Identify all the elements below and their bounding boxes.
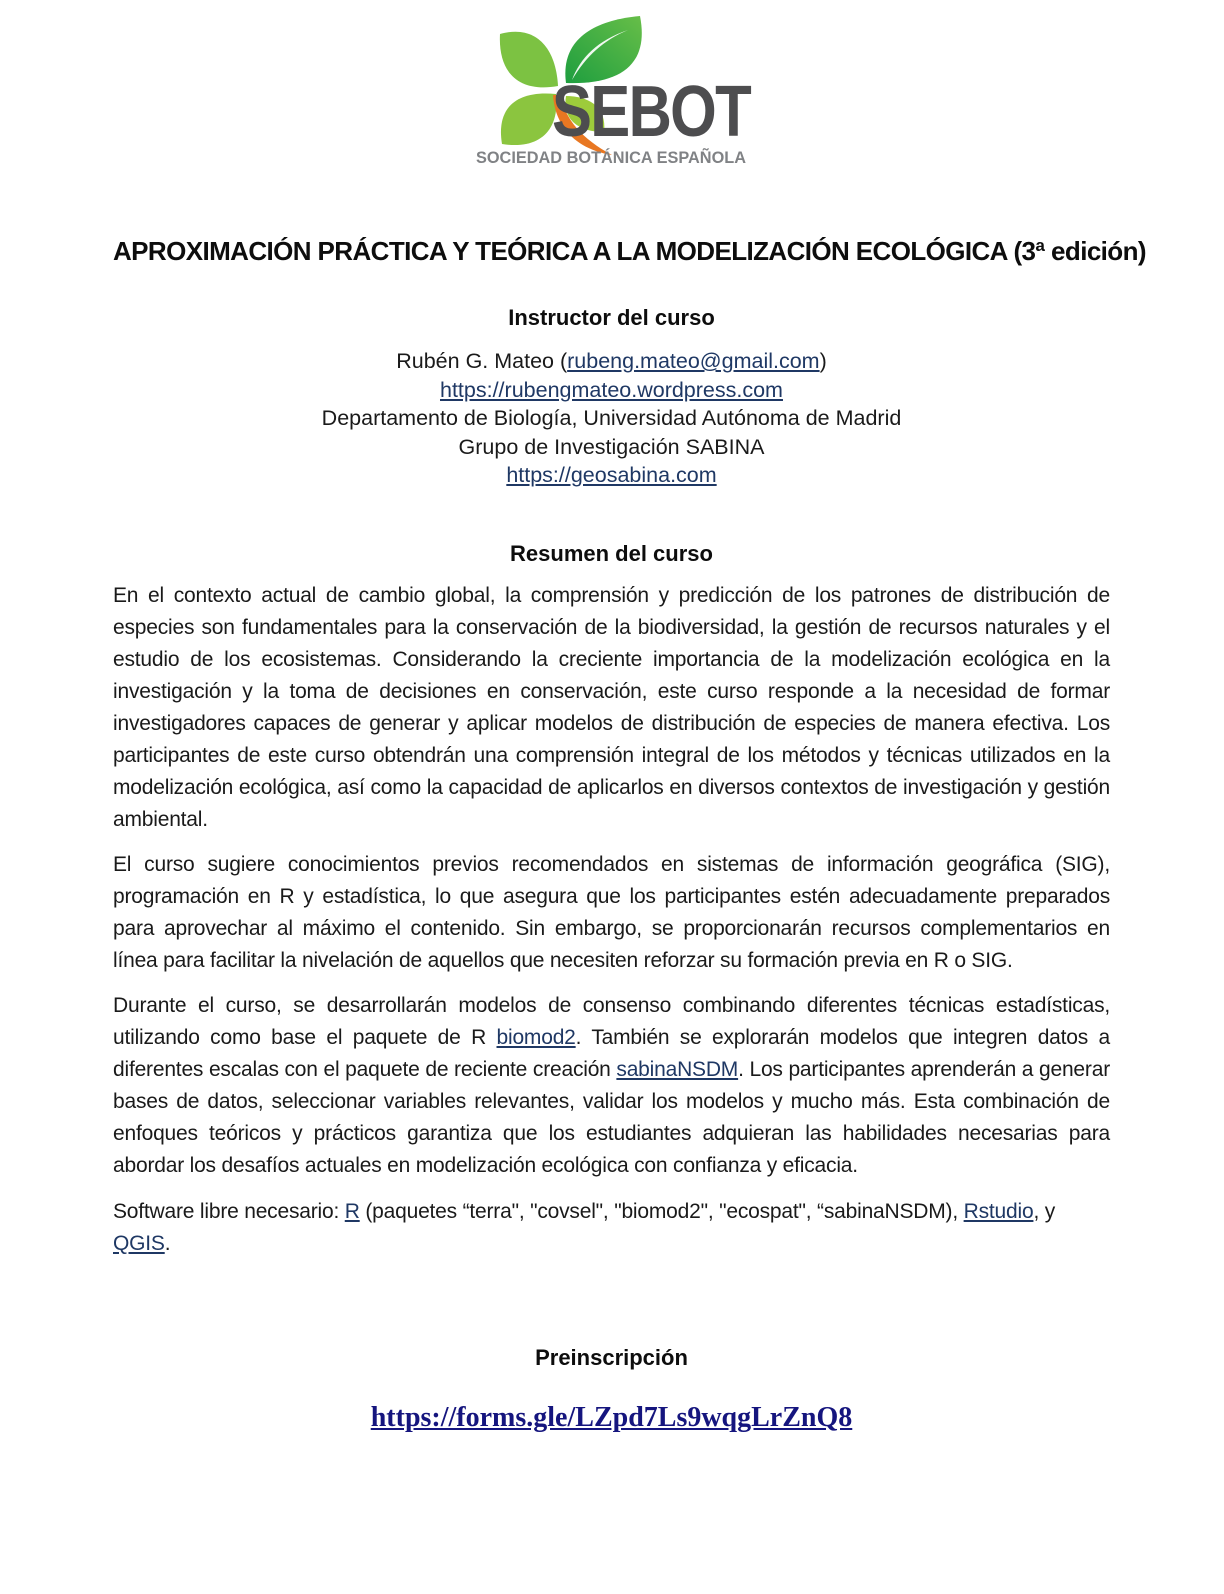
instructor-group-line: Grupo de Investigación SABINA <box>458 434 765 459</box>
sebot-logo-graphic <box>456 10 768 170</box>
email-link[interactable]: rubeng.mateo@gmail.com <box>567 349 820 373</box>
preinscription-link-row <box>113 1402 1110 1434</box>
personal-website-link[interactable]: https://rubengmateo.wordpress.com <box>440 377 783 402</box>
instructor-heading: Instructor del curso <box>508 305 715 330</box>
instructor-website-line <box>113 376 1110 405</box>
qgis-link[interactable]: QGIS <box>113 1231 165 1255</box>
summary-paragraph-3 <box>113 990 1110 1182</box>
instructor-block <box>113 347 1110 490</box>
software-text-3: , y <box>1033 1199 1056 1223</box>
r-link[interactable]: R <box>344 1199 360 1223</box>
para3-text-1: Durante el curso, se desarrollarán modelos de consenso combinando diferentes técnicas estadísticas, utilizando como base el paquete de R <box>113 993 1110 1049</box>
biomod2-link[interactable]: biomod2 <box>496 1025 576 1049</box>
sabinansdm-link[interactable]: sabinaNSDM <box>616 1057 739 1081</box>
instructor-name-suffix: ) <box>819 349 827 373</box>
document-page <box>0 10 1224 1594</box>
software-text-4: . <box>164 1231 171 1255</box>
leaf-bottom-left-icon <box>500 93 556 145</box>
page-title: APROXIMACIÓN PRÁCTICA Y TEÓRICA A LA MODELIZACIÓN ECOLÓGICA (3ª edición) <box>113 236 1146 266</box>
group-website-link[interactable]: https://geosabina.com <box>506 463 717 487</box>
instructor-department-line: Departamento de Biología, Universidad Autónoma de Madrid <box>321 406 902 430</box>
summary-paragraph-2: El curso sugiere conocimientos previos recomendados en sistemas de información geográfica (SIG), programación en R y estadística, lo que asegura que los participantes estén adecuadamente preparados para aprovechar al máximo el contenido. Sin embargo, se proporcionarán recursos complementarios en línea para facilitar la nivelación de aquellos que necesiten reforzar su formación previa en R o SIG. <box>113 852 1110 972</box>
rstudio-link[interactable]: Rstudio <box>963 1199 1034 1223</box>
software-text-2: (paquetes “terra", "covsel", "biomod2", "ecospat", “sabinaNSDM), <box>359 1199 964 1223</box>
logo-wordmark: SEBOT <box>551 72 752 152</box>
preinscription-heading: Preinscripción <box>535 1344 688 1370</box>
software-text-1: Software libre necesario: <box>113 1199 345 1223</box>
instructor-name-prefix: Rubén G. Mateo ( <box>396 349 568 373</box>
software-line <box>113 1196 1110 1260</box>
registration-form-link[interactable]: https://forms.gle/LZpd7Ls9wqgLrZnQ8 <box>370 1401 853 1433</box>
summary-paragraph-1: En el contexto actual de cambio global, la comprensión y predicción de los patrones de distribución de especies son fundamentales para la conservación de la biodiversidad, la gestión de recursos naturales y el estudio de los ecosistemas. Considerando la creciente importancia de la modelización ecológica en la investigación y la toma de decisiones en conservación, este curso responde a la necesidad de formar investigadores capaces de generar y aplicar modelos de distribución de especies de manera efectiva. Los participantes de este curso obtendrán una comprensión integral de los métodos y técnicas utilizados en la modelización ecológica, así como la capacidad de aplicarlos en diversos contextos de investigación y gestión ambiental. <box>113 583 1110 831</box>
logo-subtitle: SOCIEDAD BOTÁNICA ESPAÑOLA <box>475 148 757 167</box>
leaf-top-left-icon <box>499 32 557 88</box>
instructor-name-line <box>113 347 1110 376</box>
para3-text-3: . Los participantes aprenderán a generar bases de datos, seleccionar variables relevantes, validar los modelos y mucho más. Esta combinación de enfoques teóricos y prácticos garantiza que los estudiantes adquieran las habilidades necesarias para abordar los desafíos actuales en modelización ecológica con confianza y eficacia. <box>113 1057 1110 1177</box>
group-website-line <box>113 461 1110 490</box>
sebot-logo <box>456 10 768 170</box>
para3-text-2: . También se explorarán modelos que integren datos a diferentes escalas con el paquete de reciente creación <box>113 1025 1110 1081</box>
summary-heading: Resumen del curso <box>510 540 713 566</box>
